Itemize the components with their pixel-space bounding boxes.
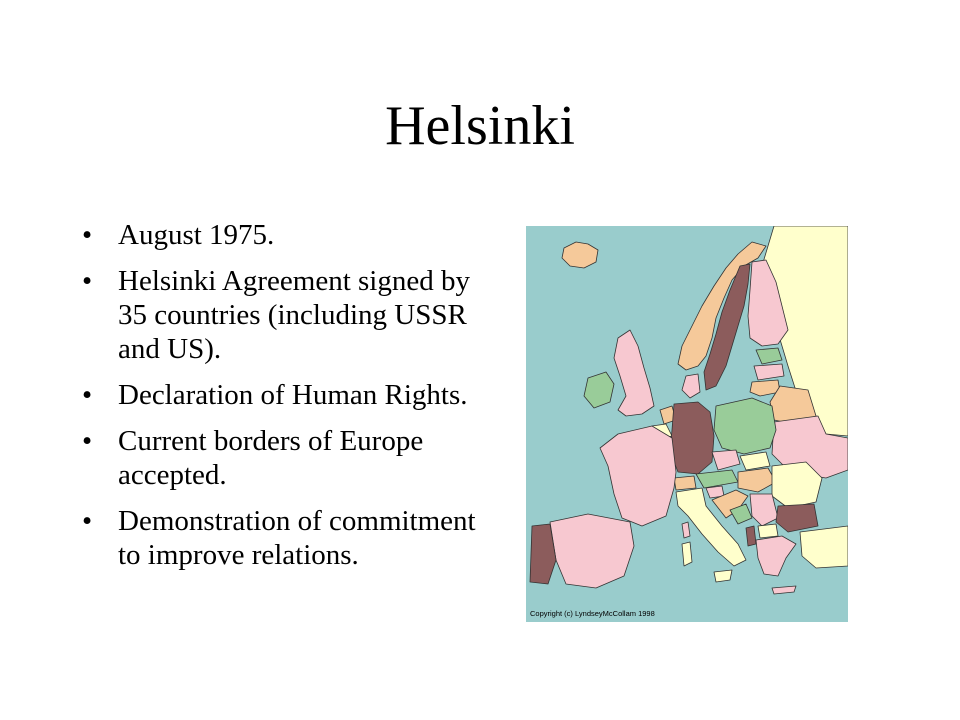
slide-title: Helsinki	[385, 95, 575, 157]
bullet-item: • Helsinki Agreement signed by 35 countries (including USSR and US).	[82, 264, 482, 366]
bullet-item: • Declaration of Human Rights.	[82, 378, 482, 412]
map-region-denmark	[682, 374, 700, 398]
bullet-item: • August 1975.	[82, 218, 482, 252]
map-region-france	[600, 426, 676, 526]
map-region-sicily	[714, 570, 732, 582]
map-region-germany	[670, 402, 714, 474]
bullet-item: • Current borders of Europe accepted.	[82, 424, 482, 492]
map-region-great-britain	[614, 330, 654, 416]
map-region-serbia	[750, 494, 778, 526]
map-region-turkey	[800, 526, 848, 568]
map-region-bulgaria	[776, 504, 818, 532]
map-region-macedonia	[758, 524, 778, 538]
map-region-crete	[772, 586, 796, 594]
map-region-sardinia	[682, 542, 692, 566]
europe-map	[526, 226, 848, 622]
map-region-albania	[746, 526, 756, 546]
map-region-greece	[756, 536, 796, 576]
bullet-list	[82, 218, 482, 584]
map-copyright-caption: Copyright (c) LyndseyMcCollam 1998	[530, 609, 655, 618]
map-region-iceland	[562, 242, 598, 268]
map-region-latvia	[754, 364, 784, 380]
map-region-czech	[712, 450, 740, 470]
map-region-estonia	[756, 348, 782, 364]
bullet-item: • Demonstration of commitment to improve relations.	[82, 504, 482, 572]
map-region-spain	[550, 514, 634, 588]
map-region-corsica	[682, 522, 690, 538]
map-region-switzerland	[674, 476, 696, 490]
map-region-hungary	[738, 468, 776, 492]
map-region-slovakia	[740, 452, 770, 470]
map-region-austria	[696, 470, 738, 488]
map-region-poland	[714, 398, 776, 454]
map-region-ireland	[584, 372, 614, 408]
europe-map-drawing	[526, 226, 848, 622]
